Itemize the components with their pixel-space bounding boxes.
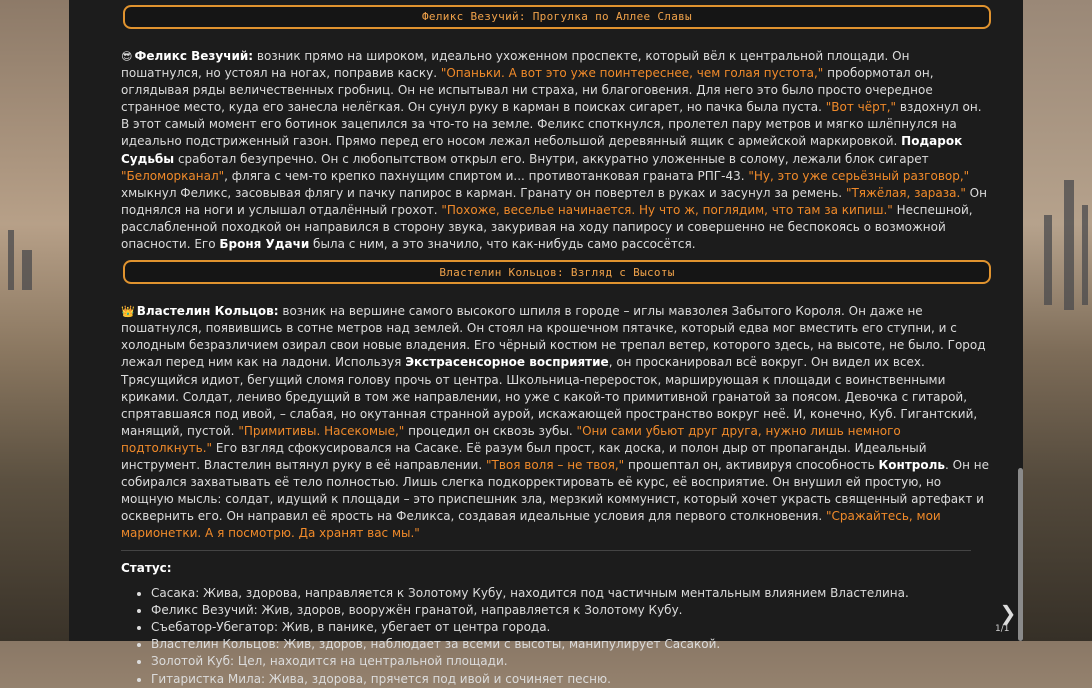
narration-text: , фляга с чем-то крепко пахнущим спиртом и... противотанковая граната РПГ-43. (224, 168, 749, 183)
narration-text: Неспешной, расслабленной походкой он направился в сторону звука, закуривая на ходу папиросу и совершенно не беспокоясь о возможной опасности. Его (121, 202, 973, 252)
dialogue-quote: "Тяжёлая, зараза." (845, 185, 966, 200)
dialogue-quote: "Сражайтесь, мои марионетки. А я посмотрю. Да хранят вас мы." (121, 509, 941, 541)
narration-text: , он просканировал всё вокруг. Он видел их всех. Трясущийся идиот, бегущий сломя голову прочь от центра. Школьница-переросток, марширующая к площади с воинственными криками. Солдат, лениво бредущий в том же направлении, но уже с какой-то примитивной гранатой за поясом. Девочка с гитарой, спрятавшаяся под ивой, – слабая, но окутанная странной аурой, искажающей пространство вокруг неё. И, конечно, Куб. Гигантский, манящий, пустой. (121, 355, 978, 438)
section-header-overlord: Властелин Кольцов: Взгляд с Высоты (123, 260, 991, 284)
status-item: • Феликс Везучий: Жив, здоров, вооружён гранатой, направляется к Золотому Кубу. (151, 602, 991, 619)
dialogue-quote: "Они сами убьют друг друга, нужно лишь немного подтолкнуть." (121, 423, 901, 455)
narration-text: сработал безупречно. Он с любопытством открыл его. Внутри, аккуратно уложенные в солому, лежали блок сигарет (174, 151, 929, 166)
status-list (121, 585, 991, 688)
narrative-felix (121, 48, 991, 253)
page-indicator: 1/1 (995, 624, 1010, 634)
status-item: • Властелин Кольцов: Жив, здоров, наблюдает за всеми с высоты, манипулирует Сасакой. (151, 636, 991, 653)
speaker-name: Властелин Кольцов: (136, 304, 279, 319)
status-item: • Сасака: Жива, здорова, направляется к Золотому Кубу, находится под частичным ментальным влиянием Властелина. (151, 585, 991, 602)
dialogue-quote: "Ну, это уже серьёзный разговор," (748, 168, 970, 183)
narration-text: хмыкнул Феликс, засовывая флягу и пачку папирос в карман. Гранату он повертел в руках и засунул за ремень. (121, 185, 846, 200)
message-content (121, 0, 991, 688)
ruin-silhouette (22, 250, 32, 290)
narration-text: Его взгляд сфокусировался на Сасаке. Её разум был прост, как доска, и полон дыр от пропаганды. Идеальный инструмент. Властелин вытянул руку в её направлении. (121, 440, 927, 472)
status-title: Статус: (121, 561, 172, 576)
dialogue-quote: "Примитивы. Насекомые," (238, 423, 405, 438)
narration-text: возник на вершине самого высокого шпиля в городе – иглы мавзолея Забытого Короля. Он даже не пошатнулся, появившись в сотне метров над землей. Он стоял на крошечном пятачке, который едва мог вместить его ступни, и с холодным безразличием озирал свои новые владения. Его чёрный костюм не трепал ветер, которого здесь, на высоте, не было. Город лежал перед ним как на ладони. Используя (121, 304, 986, 370)
divider (121, 550, 971, 551)
sunglasses-emoji-icon: 😎 (121, 50, 133, 63)
ruin-silhouette (1044, 215, 1052, 305)
narration-text: прошептал он, активируя способность (624, 457, 879, 472)
section-header-felix: Феликс Везучий: Прогулка по Аллее Славы (123, 5, 991, 29)
ability-name: Экстрасенсорное восприятие (405, 355, 609, 370)
ruin-silhouette (8, 230, 14, 290)
ruin-silhouette (1082, 205, 1088, 305)
ability-name: Подарок Судьбы (121, 134, 963, 166)
dialogue-quote: "Твоя воля – не твоя," (485, 457, 625, 472)
chevron-right-icon[interactable]: ❯ (999, 601, 1017, 625)
narration-text: возник прямо на широком, идеально ухоженном проспекте, который вёл к центральной площади. Он пошатнулся, но устоял на ногах, поправив каску. (121, 49, 910, 81)
narration-text: пробормотал он, оглядывая ряды величественных гробниц. Он не испытывал ни страха, ни благоговения. Для него это было просто очередное странное место, куда его занесла нелёгкая. Он сунул руку в карман в поисках сигарет, но пачка была пуста. (121, 66, 934, 115)
ability-name: Броня Удачи (219, 237, 310, 252)
status-item: • Съебатор-Убегатор: Жив, в панике, убегает от центра города. (151, 619, 991, 636)
background-left (0, 0, 70, 641)
crown-emoji-icon: 👑 (121, 305, 135, 319)
background-right (1022, 0, 1092, 641)
narration-text: . Он не собирался захватывать её тело полностью. Лишь слегка подкорректировать её курс, её восприятие. Он внушил ей простую, но мощную мысль: солдат, идущий к площади – это приспешник зла, мерзкий коммунист, который хочет украсть священный артефакт и осквернить его. Он направил её ярость на Феликса, создавая идеальные условия для первого столкновения. (121, 457, 989, 524)
ruin-silhouette (1064, 180, 1074, 310)
narration-text: процедил он сквозь зубы. (404, 423, 577, 438)
narration-text: вздохнул он. В этот самый момент его ботинок зацепился за что-то на земле. Феликс споткнулся, пролетел пару метров и мягко шлёпнулся на идеально подстриженный газон. Прямо перед его носом лежал небольшой деревянный ящик с армейской маркировкой. (121, 100, 982, 149)
dialogue-quote: "Похоже, веселье начинается. Ну что ж, поглядим, что там за кипиш." (441, 202, 893, 217)
dialogue-quote: "Вот чёрт," (825, 100, 897, 115)
narration-text: была с ним, а это значило, что как-нибудь само рассосётся. (309, 237, 696, 252)
narrative-overlord (121, 303, 991, 542)
narration-text: Он поднялся на ноги и услышал отдалённый грохот. (121, 185, 987, 217)
status-item: • Золотой Куб: Цел, находится на центральной площади. (151, 653, 991, 670)
ability-name: Контроль (878, 457, 945, 472)
status-item: • Гитаристка Мила: Жива, здорова, прячется под ивой и сочиняет песню. (151, 671, 991, 688)
dialogue-quote: "Беломорканал" (121, 168, 225, 183)
speaker-name: Феликс Везучий: (134, 49, 254, 63)
scrollbar[interactable] (1017, 0, 1023, 641)
chat-panel (69, 0, 1023, 686)
dialogue-quote: "Опаньки. А вот это уже поинтереснее, чем голая пустота," (440, 66, 824, 81)
